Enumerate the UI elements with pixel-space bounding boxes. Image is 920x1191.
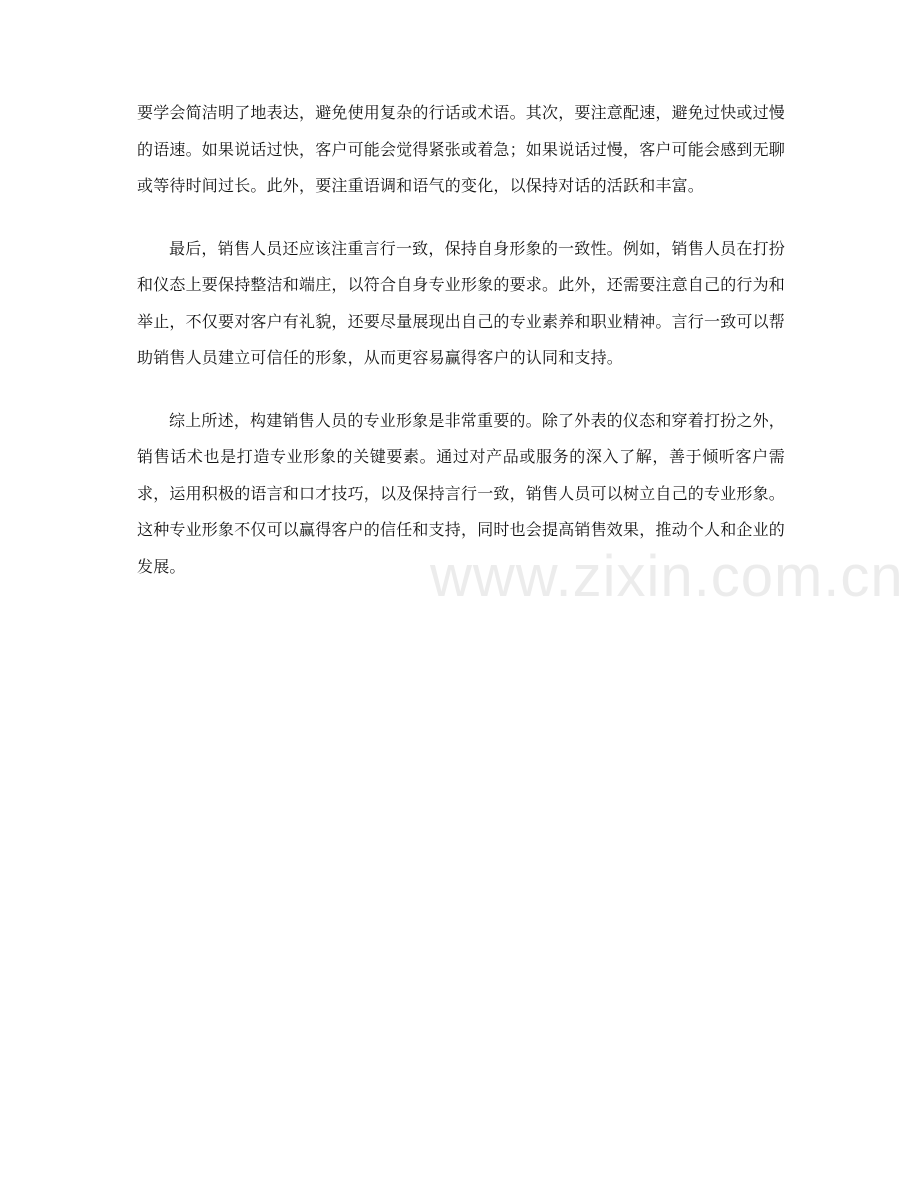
paragraph-1: 要学会简洁明了地表达，避免使用复杂的行话或术语。其次，要注意配速，避免过快或过慢的语速。如果说话过快，客户可能会觉得紧张或着急；如果说话过慢，客户可能会感到无聊或等待时间过长。此外，要注重语调和语气的变化，以保持对话的活跃和丰富。 [137, 103, 786, 195]
watermark: www.zixin.com.cn [430, 544, 904, 609]
document-body [137, 95, 785, 611]
paragraph-3: 综上所述，构建销售人员的专业形象是非常重要的。除了外表的仪态和穿着打扮之外，销售话术也是打造专业形象的关键要素。通过对产品或服务的深入了解，善于倾听客户需求，运用积极的语言和口才技巧，以及保持言行一致，销售人员可以树立自己的专业形象。这种专业形象不仅可以赢得客户的信任和支持，同时也会提高销售效果，推动个人和企业的发展。 [137, 410, 786, 576]
paragraph-2: 最后，销售人员还应该注重言行一致，保持自身形象的一致性。例如，销售人员在打扮和仪态上要保持整洁和端庄，以符合自身专业形象的要求。此外，还需要注意自己的行为和举止，不仅要对客户有礼貌，还要尽量展现出自己的专业素养和职业精神。言行一致可以帮助销售人员建立可信任的形象，从而更容易赢得客户的认同和支持。 [137, 238, 786, 367]
